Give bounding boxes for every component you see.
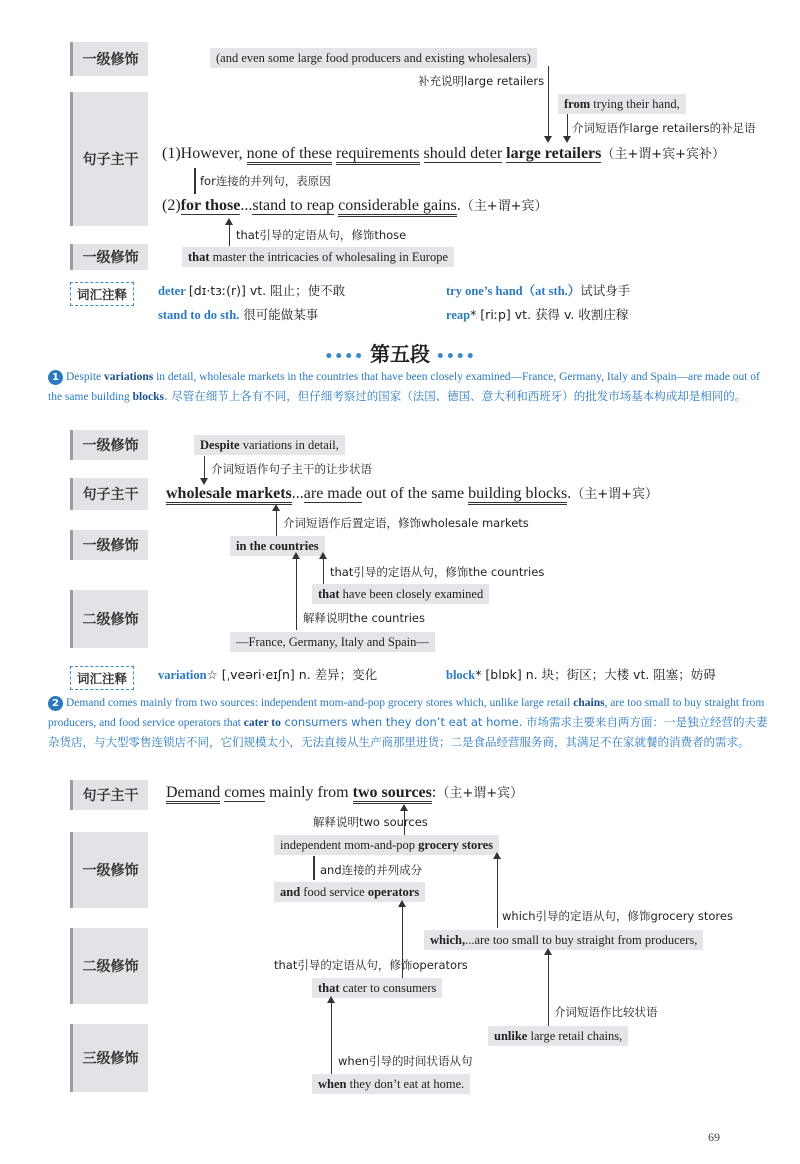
arrow-that3 xyxy=(398,900,406,907)
vocab-tag-2: 词汇注释 xyxy=(70,666,134,690)
arrow-that2 xyxy=(319,552,327,559)
label-level2-b: 二级修饰 xyxy=(70,928,148,1004)
note-that: that引导的定语从句，修饰those xyxy=(236,228,407,242)
arrow-explain xyxy=(292,552,300,559)
line-which xyxy=(497,856,498,928)
line-post xyxy=(276,508,277,536)
label-level3: 三级修饰 xyxy=(70,1024,148,1092)
label-level2-a: 二级修饰 xyxy=(70,590,148,648)
vocab-reap: reap* [riːp] vt. 获得 v. 收割庄稼 xyxy=(446,307,629,322)
note-and: and连接的并列成分 xyxy=(320,863,423,877)
note-compare: 介词短语作比较状语 xyxy=(554,1005,658,1019)
label-level1-c: 一级修饰 xyxy=(70,430,148,460)
arrow-supplement xyxy=(544,136,552,143)
line-when xyxy=(331,1000,332,1074)
paragraph-1: 1 Despite variations in detail, wholesale markets in the countries that have been closely examined—France, Germany, Italy and Spain—are made out of the same building blocks. 尽管在细节上各有不同，但仔细考察过的国家（法国、德国、意大利和西班牙）的批发市场基本构成却是相同的。 xyxy=(48,371,760,403)
modifier-list: —France, Germany, Italy and Spain— xyxy=(230,632,435,652)
label-level1-b: 一级修饰 xyxy=(70,244,148,270)
main-clause-1: (1)However, none of these requirements should deter large retailers（主+谓+宾+宾补） xyxy=(162,144,725,165)
vocab-block: block* [blɒk] n. 块；街区；大楼 vt. 阻塞；妨碍 xyxy=(446,667,716,682)
note-concess: 介词短语作句子主干的让步状语 xyxy=(211,462,372,476)
bar-for xyxy=(194,168,196,194)
line-explain xyxy=(296,556,297,630)
note-prep: 介词短语作large retailers的补足语 xyxy=(572,121,756,135)
modifier-grocery: independent mom-and-pop grocery stores xyxy=(274,835,499,855)
modifier-countries: in the countries xyxy=(230,536,325,556)
main-clause-2: (2)for those...stand to reap considerable gains.（主+谓+宾） xyxy=(162,196,548,217)
line-supplement xyxy=(548,66,549,138)
vocab-deter: deter [dɪ·tɜː(r)] vt. 阻止；使不敢 xyxy=(158,283,346,298)
bar-and xyxy=(313,856,315,880)
modifier-and-even: (and even some large food producers and existing wholesalers) xyxy=(210,48,537,68)
label-level1-a: 一级修饰 xyxy=(70,42,148,76)
arrow-post xyxy=(272,504,280,511)
note-explain: 解释说明the countries xyxy=(303,611,425,625)
note-which: which引导的定语从句，修饰grocery stores xyxy=(502,909,733,923)
vocab-stand: stand to do sth. 很可能做某事 xyxy=(158,307,319,322)
modifier-that-master: that master the intricacies of wholesaling in Europe xyxy=(182,247,454,267)
note-for: for连接的并列句，表原因 xyxy=(200,174,331,188)
arrow-prep xyxy=(563,136,571,143)
main-clause-4: Demand comes mainly from two sources:（主+谓+宾） xyxy=(166,783,523,804)
arrow-explain-2 xyxy=(400,804,408,811)
modifier-that-examined: that have been closely examined xyxy=(312,584,489,604)
main-clause-3: wholesale markets...are made out of the same building blocks.（主+谓+宾） xyxy=(166,484,658,505)
arrow-when xyxy=(327,996,335,1003)
section-title: •••• 第五段 •••• xyxy=(324,342,476,366)
modifier-from: from trying their hand, xyxy=(558,94,686,114)
label-main-a: 句子主干 xyxy=(70,92,148,226)
arrow-that xyxy=(225,218,233,225)
note-that3: that引导的定语从句，修饰operators xyxy=(274,958,468,972)
arrow-compare xyxy=(544,948,552,955)
line-compare xyxy=(548,952,549,1026)
note-post: 介词短语作后置定语，修饰wholesale markets xyxy=(283,516,529,530)
arrow-which xyxy=(493,852,501,859)
line-that2 xyxy=(323,556,324,584)
label-level1-e: 一级修饰 xyxy=(70,832,148,908)
label-level1-d: 一级修饰 xyxy=(70,530,148,560)
vocab-variation: variation☆ [ˌveəri·eɪʃn] n. 差异；变化 xyxy=(158,667,378,682)
modifier-unlike: unlike large retail chains, xyxy=(488,1026,628,1046)
modifier-when: when they don’t eat at home. xyxy=(312,1074,470,1094)
vocab-try: try one’s hand（at sth.）试试身手 xyxy=(446,283,631,298)
paragraph-2: 2 Demand comes mainly from two sources: independent mom-and-pop grocery stores which, unlike large retail chains, are too small to buy straight from producers, and food service operators that cater to consumers when they don’t eat at home. 市场需求主要来自两方面：一是独立经营的夫妻杂货店，与大型零售连锁店不同，它们规模太小，无法直接从生产商那里进货；二是食品经营服务商，其满足不在家就餐的消费者的需求。 xyxy=(48,697,768,749)
label-main-b: 句子主干 xyxy=(70,478,148,510)
modifier-which: which,...are too small to buy straight from producers, xyxy=(424,930,703,950)
note-that2: that引导的定语从句，修饰the countries xyxy=(330,565,545,579)
line-that xyxy=(229,222,230,246)
note-explain-2: 解释说明two sources xyxy=(313,815,428,829)
note-supplement: 补充说明large retailers xyxy=(418,74,545,88)
note-when: when引导的时间状语从句 xyxy=(338,1054,473,1068)
page-number: 69 xyxy=(708,1130,720,1144)
line-prep xyxy=(567,114,568,138)
modifier-and-operators: and food service operators xyxy=(274,882,425,902)
modifier-despite: Despite variations in detail, xyxy=(194,435,345,455)
vocab-tag-1: 词汇注释 xyxy=(70,282,134,306)
label-main-c: 句子主干 xyxy=(70,780,148,810)
modifier-that-cater: that cater to consumers xyxy=(312,978,442,998)
